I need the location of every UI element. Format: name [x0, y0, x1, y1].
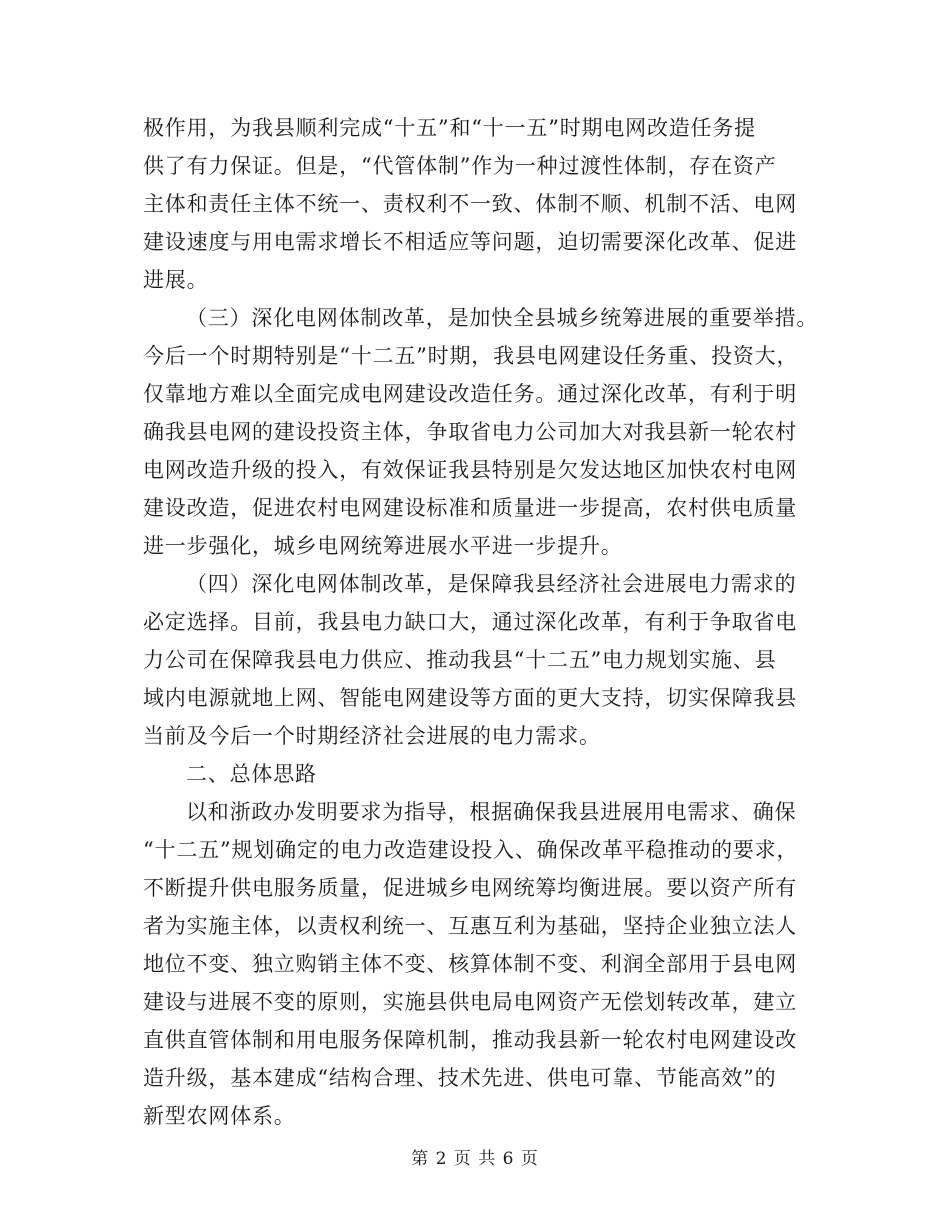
text-line-22: 者为实施主体，以责权利统一、互惠互利为基础，坚持企业独立法人 — [143, 914, 797, 938]
text-line-17: 当前及今后一个时期经济社会进展的电力需求。 — [143, 724, 601, 748]
text-line-7: 今后一个时期特别是“十二五”时期，我县电网建设任务重、投资大， — [143, 344, 799, 368]
text-line-25: 直供直管体制和用电服务保障机制，推动我县新一轮农村电网建设改 — [143, 1028, 797, 1052]
section-three-heading-line: （三）深化电网体制改革，是加快全县城乡统筹进展的重要举措。 — [186, 306, 819, 330]
text-line-16: 域内电源就地上网、智能电网建设等方面的更大支持，切实保障我县 — [143, 686, 797, 710]
text-line-1: 极作用，为我县顺利完成“十五”和“十一五”时期电网改造任务提 — [143, 116, 756, 140]
text-line-9: 确我县电网的建设投资主体，争取省电力公司加大对我县新一轮农村 — [143, 420, 797, 444]
text-line-12: 进一步强化，城乡电网统筹进展水平进一步提升。 — [143, 534, 623, 558]
text-line-23: 地位不变、独立购销主体不变、核算体制不变、利润全部用于县电网 — [143, 952, 797, 976]
text-line-19: 以和浙政办发明要求为指导，根据确保我县进展用电需求、确保 — [186, 800, 797, 824]
section-four-heading-line: （四）深化电网体制改革，是保障我县经济社会进展电力需求的 — [186, 572, 797, 596]
text-line-3: 主体和责任主体不统一、责权利不一致、体制不顺、机制不活、电网 — [143, 192, 797, 216]
text-line-15: 力公司在保障我县电力供应、推动我县“十二五”电力规划实施、县 — [143, 648, 777, 672]
text-line-11: 建设改造，促进农村电网建设标准和质量进一步提高，农村供电质量 — [143, 496, 797, 520]
text-line-2: 供了有力保证。但是，“代管体制”作为一种过渡性体制，存在资产 — [143, 154, 777, 178]
text-line-21: 不断提升供电服务质量，促进城乡电网统筹均衡进展。要以资产所有 — [143, 876, 797, 900]
text-line-4: 建设速度与用电需求增长不相适应等问题，迫切需要深化改革、促进 — [143, 230, 797, 254]
text-line-14: 必定选择。目前，我县电力缺口大，通过深化改革，有利于争取省电 — [143, 610, 797, 634]
text-line-24: 建设与进展不变的原则，实施县供电局电网资产无偿划转改革，建立 — [143, 990, 797, 1014]
text-line-27: 新型农网体系。 — [143, 1104, 296, 1128]
text-line-8: 仅靠地方难以全面完成电网建设改造任务。通过深化改革，有利于明 — [143, 382, 797, 406]
page-number-footer: 第 2 页 共 6 页 — [411, 1149, 539, 1169]
text-line-20: “十二五”规划确定的电力改造建设投入、确保改革平稳推动的要求， — [143, 838, 799, 862]
section-heading-overall-approach: 二、总体思路 — [186, 762, 317, 786]
text-line-10: 电网改造升级的投入，有效保证我县特别是欠发达地区加快农村电网 — [143, 458, 797, 482]
text-line-26: 造升级，基本建成“结构合理、技术先进、供电可靠、节能高效”的 — [143, 1066, 777, 1090]
text-line-5: 进展。 — [143, 268, 209, 292]
